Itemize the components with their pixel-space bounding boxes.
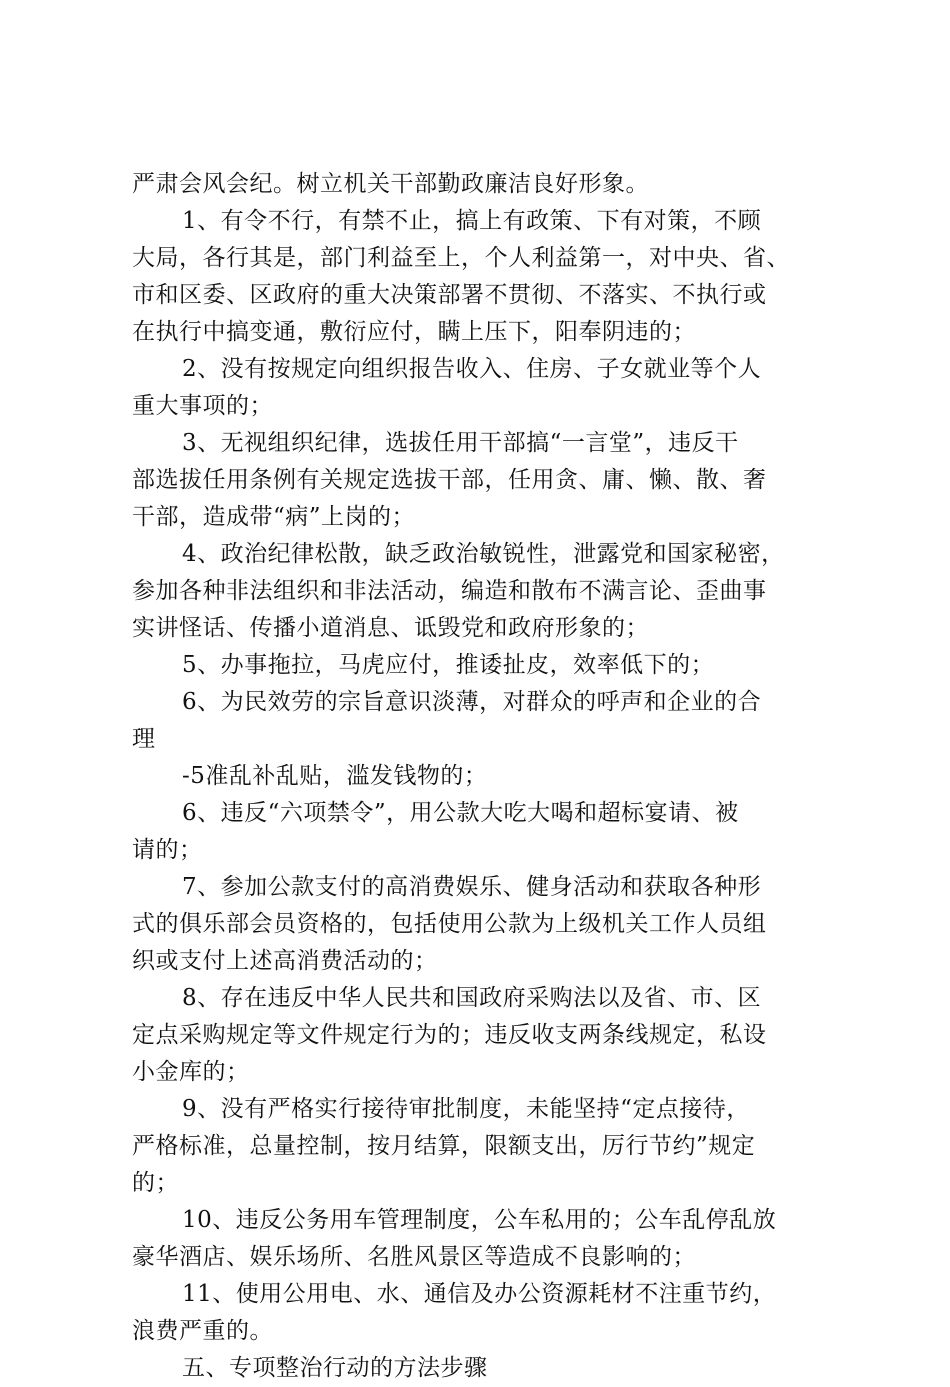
text-line: 豪华酒店、娱乐场所、名胜风景区等造成不良影响的； (132, 1244, 696, 1270)
text-line: 的； (132, 1170, 179, 1196)
text-line: 理 (132, 726, 156, 752)
text-line: 式的俱乐部会员资格的，包括使用公款为上级机关工作人员组 (132, 911, 767, 937)
text-line: 11、使用公用电、水、通信及办公资源耗材不注重节约， (182, 1281, 777, 1307)
text-line: 干部，造成带“病”上岗的； (132, 504, 416, 530)
section-heading: 五、专项整治行动的方法步骤 (182, 1355, 488, 1381)
text-line: 织或支付上述高消费活动的； (132, 948, 438, 974)
text-line: 8、存在违反中华人民共和国政府采购法以及省、市、区 (182, 985, 762, 1011)
document-body (132, 166, 832, 1387)
text-line: 7、参加公款支付的高消费娱乐、健身活动和获取各种形 (182, 874, 762, 900)
text-line: 9、没有严格实行接待审批制度，未能坚持“定点接待， (182, 1096, 750, 1122)
text-line: 6、为民效劳的宗旨意识淡薄，对群众的呼声和企业的合 (182, 689, 762, 715)
text-line: 在执行中搞变通，敷衍应付，瞒上压下，阳奉阴违的； (132, 319, 696, 345)
text-line: 严肃会风会纪。树立机关干部勤政廉洁良好形象。 (132, 171, 649, 197)
text-line: 6、违反“六项禁令”，用公款大吃大喝和超标宴请、被 (182, 800, 739, 826)
text-line: 大局，各行其是，部门利益至上，个人利益第一，对中央、省、 (132, 245, 790, 271)
text-line: 重大事项的； (132, 393, 273, 419)
text-line: 10、违反公务用车管理制度，公车私用的；公车乱停乱放 (182, 1207, 777, 1233)
text-line: 5、办事拖拉，马虎应付，推诿扯皮，效率低下的； (182, 652, 715, 678)
text-line: 市和区委、区政府的重大决策部署不贯彻、不落实、不执行或 (132, 282, 767, 308)
text-line: 4、政治纪律松散，缺乏政治敏锐性，泄露党和国家秘密， (182, 541, 785, 567)
text-line: 严格标准，总量控制，按月结算，限额支出，厉行节约”规定 (132, 1133, 756, 1159)
text-line: 小金库的； (132, 1059, 250, 1085)
text-line: -5准乱补乱贴，滥发钱物的； (182, 763, 488, 789)
text-line: 参加各种非法组织和非法活动，编造和散布不满言论、歪曲事 (132, 578, 767, 604)
text-line: 2、没有按规定向组织报告收入、住房、子女就业等个人 (182, 356, 762, 382)
text-line: 实讲怪话、传播小道消息、诋毁党和政府形象的； (132, 615, 649, 641)
text-line: 定点采购规定等文件规定行为的；违反收支两条线规定，私设 (132, 1022, 767, 1048)
text-line: 浪费严重的。 (132, 1318, 273, 1344)
text-line: 请的； (132, 837, 203, 863)
text-line: 3、无视组织纪律，选拔任用干部搞“一言堂”，违反干 (182, 430, 739, 456)
text-line: 1、有令不行，有禁不止，搞上有政策、下有对策，不顾 (182, 208, 762, 234)
text-line: 部选拔任用条例有关规定选拔干部，任用贪、庸、懒、散、奢 (132, 467, 767, 493)
